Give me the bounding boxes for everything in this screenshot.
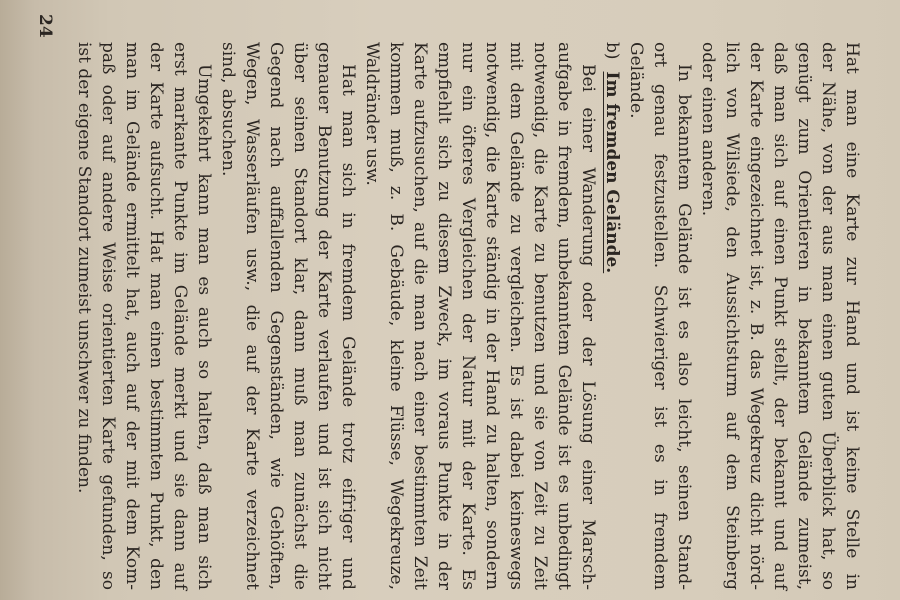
text-line: über seinen Standort klar, dann muß man zunächst die — [290, 42, 310, 590]
text-line: der Karte aufsucht. Hat man einen bestimmten Punkt, den — [146, 42, 166, 590]
text-line: notwendig, die Karte zu benutzen und sie von Zeit zu Zeit — [530, 42, 550, 590]
text-line: genauer Benutzung der Karte verlaufen und ist sich nicht — [314, 42, 334, 590]
text-line: Wegen, Wasserläufen usw., die auf der Karte verzeichnet — [242, 42, 262, 590]
text-line: Bei einer Wanderung oder der Lösung einer Marsch- — [578, 64, 598, 590]
text-line: kommen muß, z. B. Gebäude, kleine Flüsse, Wegekreuze, — [386, 42, 406, 590]
section-heading — [600, 42, 624, 590]
text-line: In bekanntem Gelände ist es also leicht, seinen Stand- — [674, 64, 694, 590]
text-line: aufgabe in fremdem, unbekanntem Gelände ist es unbedingt — [554, 42, 574, 590]
paragraph — [624, 42, 696, 590]
text-line: ist der eigene Standort zumeist unschwer zu finden. — [74, 42, 94, 494]
text-line: empfiehlt sich zu diesem Zweck, im voraus Punkte in der — [434, 42, 454, 590]
paragraph — [72, 42, 216, 590]
text-line: mit dem Gelände zu vergleichen. Es ist dabei keineswegs — [506, 42, 526, 590]
text-line: man im Gelände ermittelt hat, auch auf der mit dem Kom- — [122, 42, 142, 590]
text-line: Waldränder usw. — [362, 42, 382, 186]
text-line: erst markante Punkte im Gelände merkt und sie dann auf — [170, 42, 190, 590]
text-line: daß man sich auf einen Punkt stellt, der bekannt und auf — [770, 42, 790, 590]
paragraph — [216, 42, 360, 590]
text-line: Gelände. — [626, 42, 646, 119]
text-line: notwendig, die Karte ständig in der Hand zu halten, sondern — [482, 42, 502, 590]
page-number: 24 — [35, 14, 55, 38]
text-line: oder einen anderen. — [698, 42, 718, 217]
text-line: sind, absuchen. — [218, 42, 238, 177]
text-line: der Karte eingezeichnet ist, z. B. das Wegekreuz dicht nörd- — [746, 42, 766, 590]
section-marker: b) — [602, 42, 622, 60]
text-line: Umgekehrt kann man es auch so halten, daß man sich — [194, 64, 214, 590]
text-line: paß oder auf andere Weise orientierten Karte gefunden, so — [98, 42, 118, 590]
text-line: ort genau festzustellen. Schwieriger ist es in fremdem — [650, 42, 670, 590]
text-line: der Nähe, von der aus man einen guten Überblick hat, so — [818, 42, 838, 590]
section-title: Im fremden Gelände. — [602, 71, 622, 274]
text-line: Gegend nach auffallenden Gegenständen, wie Gehöften, — [266, 42, 286, 590]
body-text — [72, 42, 864, 590]
text-line: nur ein öfteres Vergleichen der Natur mit der Karte. Es — [458, 42, 478, 590]
text-line: Karte aufzusuchen, auf die man nach einer bestimmten Zeit — [410, 42, 430, 590]
text-line: Hat man sich in fremdem Gelände trotz eifriger und — [338, 64, 358, 590]
paragraph — [696, 42, 864, 590]
text-line: lich von Wilsiede, den Aussichtsturm auf dem Steinberg — [722, 42, 742, 590]
text-line: Hat man eine Karte zur Hand und ist keine Stelle in — [842, 42, 862, 590]
text-line: genügt zum Orientieren in bekanntem Gelände zumeist, — [794, 42, 814, 590]
paragraph — [360, 42, 600, 590]
